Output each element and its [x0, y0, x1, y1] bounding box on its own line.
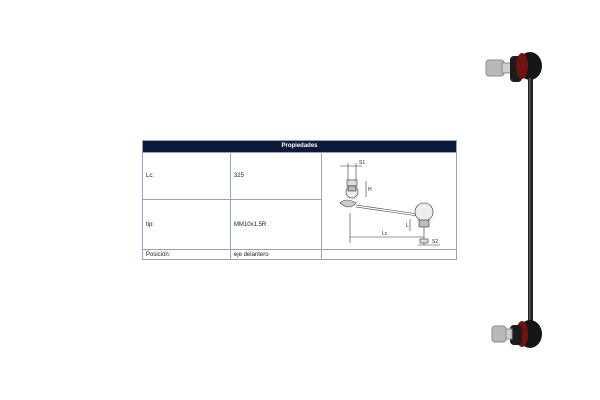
row-value-tip: MM10x1.5R [230, 200, 321, 250]
row-value-lc: 325 [230, 153, 321, 200]
dim-label-h: H [367, 187, 372, 193]
table-row [143, 153, 457, 200]
table-row [143, 250, 457, 260]
dim-label-lc: Lc [381, 231, 388, 237]
dim-label-l: L [405, 223, 409, 229]
dim-label-s2: S2 [431, 239, 439, 245]
stabilizer-link-photo-icon [484, 44, 556, 354]
row-label-lc: Lc: [143, 153, 231, 200]
properties-table [142, 140, 457, 260]
technical-drawing-cell [321, 153, 456, 250]
empty-cell [321, 250, 456, 260]
properties-header: Propiedades [143, 141, 457, 153]
row-label-position: Posición: [143, 250, 231, 260]
row-value-position: eje delantero [230, 250, 321, 260]
dim-label-s1: S1 [358, 160, 366, 166]
row-label-tip: tip: [143, 200, 231, 250]
stabilizer-link-drawing-icon [322, 153, 456, 247]
